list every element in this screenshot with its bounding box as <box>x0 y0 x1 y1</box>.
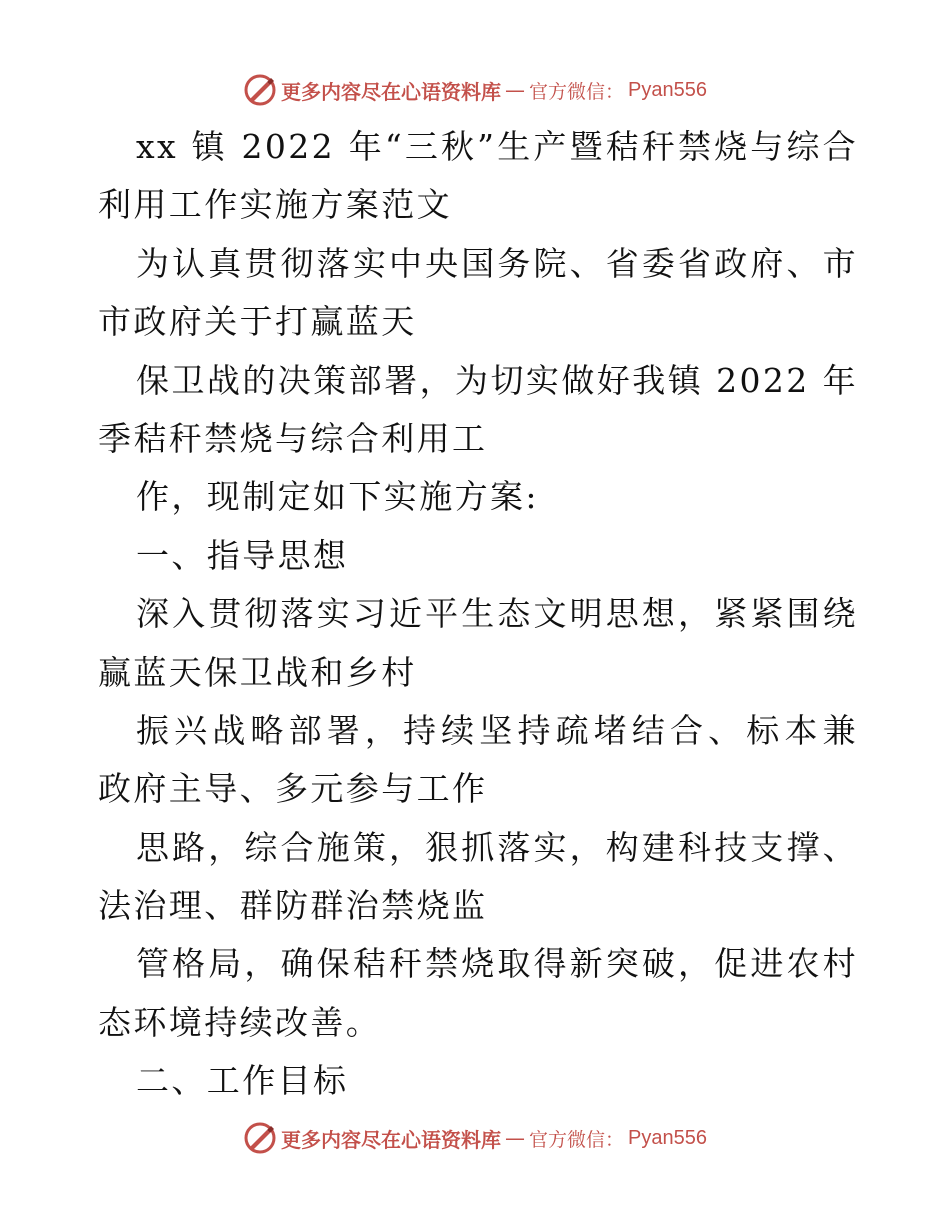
watermark-wechat-id: Pyan556 <box>628 1126 707 1149</box>
paragraph-line: 季秸秆禁烧与综合利用工 <box>98 418 488 458</box>
title-line-1: xx 镇 2022 年“三秋”生产暨秸秆禁烧与综合 <box>136 127 858 166</box>
watermark-wechat-label: 官方微信： <box>529 80 625 103</box>
paragraph-line: 作，现制定如下实施方案: <box>136 477 539 517</box>
paragraph-line: 赢蓝天保卫战和乡村 <box>98 652 417 692</box>
watermark-wechat-label: 官方微信： <box>529 1128 625 1151</box>
watermark-wechat-id: Pyan556 <box>628 78 707 101</box>
paragraph-line: 态环境持续改善。 <box>98 1002 382 1042</box>
watermark-brand: 更多内容尽在心语资料库 <box>281 1127 501 1152</box>
paragraph-line: 法治理、群防群治禁烧监 <box>98 886 488 926</box>
title-line-2: 利用工作实施方案范文 <box>98 185 452 225</box>
watermark-dash: — <box>505 1126 525 1150</box>
pen-logo-icon <box>243 1121 277 1155</box>
pen-logo-icon <box>243 73 277 107</box>
paragraph-line: 市政府关于打赢蓝天 <box>98 302 417 342</box>
paragraph-line: 深入贯彻落实习近平生态文明思想，紧紧围绕 <box>136 594 858 634</box>
header-watermark <box>0 70 950 110</box>
section-heading: 二、工作目标 <box>136 1061 349 1101</box>
paragraph-line: 思路，综合施策，狠抓落实，构建科技支撑、 <box>136 827 858 867</box>
paragraph-line: 为认真贯彻落实中央国务院、省委省政府、市 <box>136 243 858 283</box>
document-body <box>98 118 858 1111</box>
section-heading: 一、指导思想 <box>136 535 349 575</box>
paragraph-line: 管格局，确保秸秆禁烧取得新突破，促进农村 <box>136 944 858 984</box>
watermark-dash: — <box>505 78 525 102</box>
watermark-brand: 更多内容尽在心语资料库 <box>281 79 501 104</box>
paragraph-line: 保卫战的决策部署，为切实做好我镇 2022 年 <box>136 360 858 400</box>
footer-watermark <box>0 1118 950 1158</box>
paragraph-line: 政府主导、多元参与工作 <box>98 769 488 809</box>
paragraph-line: 振兴战略部署，持续坚持疏堵结合、标本兼 <box>136 710 858 750</box>
